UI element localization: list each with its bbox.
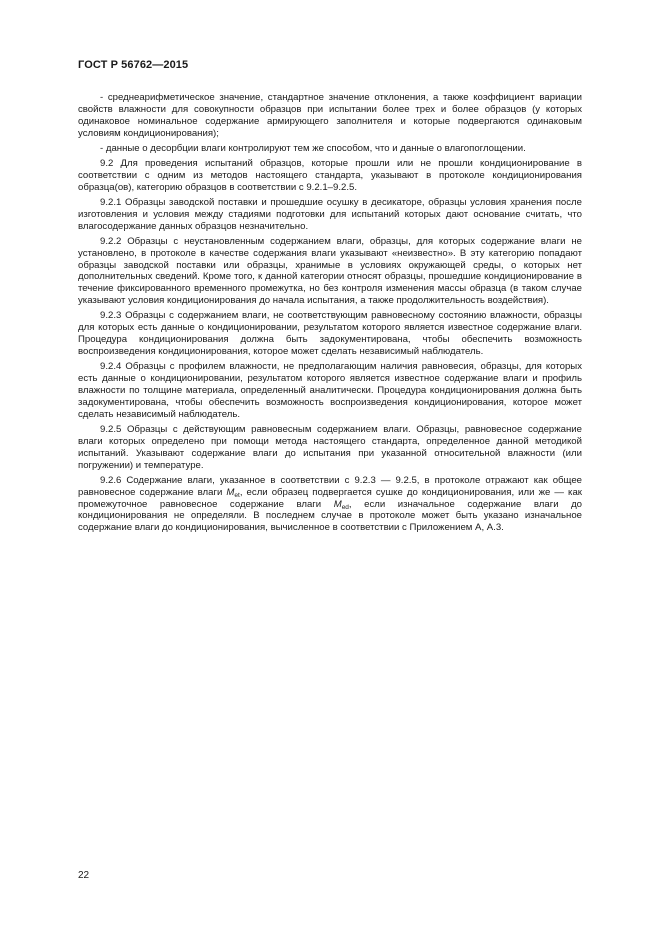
subscript-ed: ed [341,503,349,511]
paragraph-9-2-3: 9.2.3 Образцы с содержанием влаги, не соответствующим равновесному состоянию влажности, образцы для которых есть данные о кондиционировании, результатом которого является известное содержание влаги. Процедура кондиционирования должна быть задокументирована, чтобы обеспечить возможность воспроизведения кондиционирования, которое может сделать независимый наблюдатель. [78,310,582,358]
symbol-m-et: M [226,486,235,498]
paragraph-desorption: - данные о десорбции влаги контролируют тем же способом, что и данные о влагопоглощении. [100,142,526,154]
paragraph-9-2-6-text-1: 9.2.6 Содержание влаги, указанное в соответствии с 9.2.3 — 9.2.5, в протоколе отражают как общее равновесное содержание влаги [78,474,582,498]
standard-header: ГОСТ Р 56762—2015 [78,59,189,71]
paragraph-9-2-6-text-2: , если образец подвергается сушке до кондиционирования, или же — как промежуточное равновесное содержание влаги [78,486,582,510]
paragraph-9-2: 9.2 Для проведения испытаний образцов, которые прошли или не прошли кондиционирование в соответствии с одним из методов настоящего стандарта, указывают в протоколе кондиционирования образца(ов), категорию образцов в соответствии с 9.2.1–9.2.5. [78,157,582,193]
subscript-et: et [234,491,240,499]
paragraph-variation-stats: - среднеарифметическое значение, стандартное значение отклонения, а также коэффициент вариации свойств влажности для совокупности образцов при испытании более трех и более образцов (у которых одинаковое номинальное содержание армирующего заполнителя и которые подвергаются одинаковым условиям кондиционирования); [78,92,582,139]
document-body [78,92,582,537]
paragraph-9-2-4: 9.2.4 Образцы с профилем влажности, не предполагающим наличия равновесия, образцы, для которых есть данные о кондиционировании, результатом которого является известное содержание влаги и профиль влажности по толщине материала, определенный аналитически. Процедура кондиционирования должна быть задокументирована, чтобы обеспечить возможность воспроизведения кондиционирования, которое может сделать независимый наблюдатель. [78,361,582,420]
paragraph-9-2-2: 9.2.2 Образцы с неустановленным содержанием влаги, образцы, для которых содержание влаги не установлено, в протоколе в качестве содержания влаги указывают «неизвестно». В эту категорию попадают образцы заводской поставки или образцы, хранимые в условиях окружающей среды, о которых нет дополнительных сведений. Кроме того, к данной категории относят образцы, прошедшие кондиционирование в течение фиксированного временного промежутка, но без контроля изменения массы образца (в таком случае указывают условия кондиционирования до начала испытания, а также продолжительность воздействия). [78,235,582,307]
page-number: 22 [78,870,90,881]
paragraph-9-2-1: 9.2.1 Образцы заводской поставки и прошедшие осушку в десикаторе, образцы условия хранения после изготовления и условия между стадиями подготовки для испытаний которых дают основание считать, что влагосодержание данных образцов незначительно. [78,196,582,232]
symbol-m-ed: M [333,498,342,510]
paragraph-9-2-5: 9.2.5 Образцы с действующим равновесным содержанием влаги. Образцы, равновесное содержание влаги которых определено при помощи метода настоящего стандарта, определенное данной методикой испытаний. Указывают содержание влаги до испытания при указанной относительной влажности (или погружении) и температуре. [78,423,582,471]
paragraph-9-2-6-text-3: , если изначальное содержание влаги до кондиционирования не определяли. В последнем случае в протоколе может быть указано изначальное содержание влаги до кондиционирования, вычисленное в соответствии с Приложением А, А.3. [78,498,583,534]
paragraph-9-2-6 [78,475,582,535]
